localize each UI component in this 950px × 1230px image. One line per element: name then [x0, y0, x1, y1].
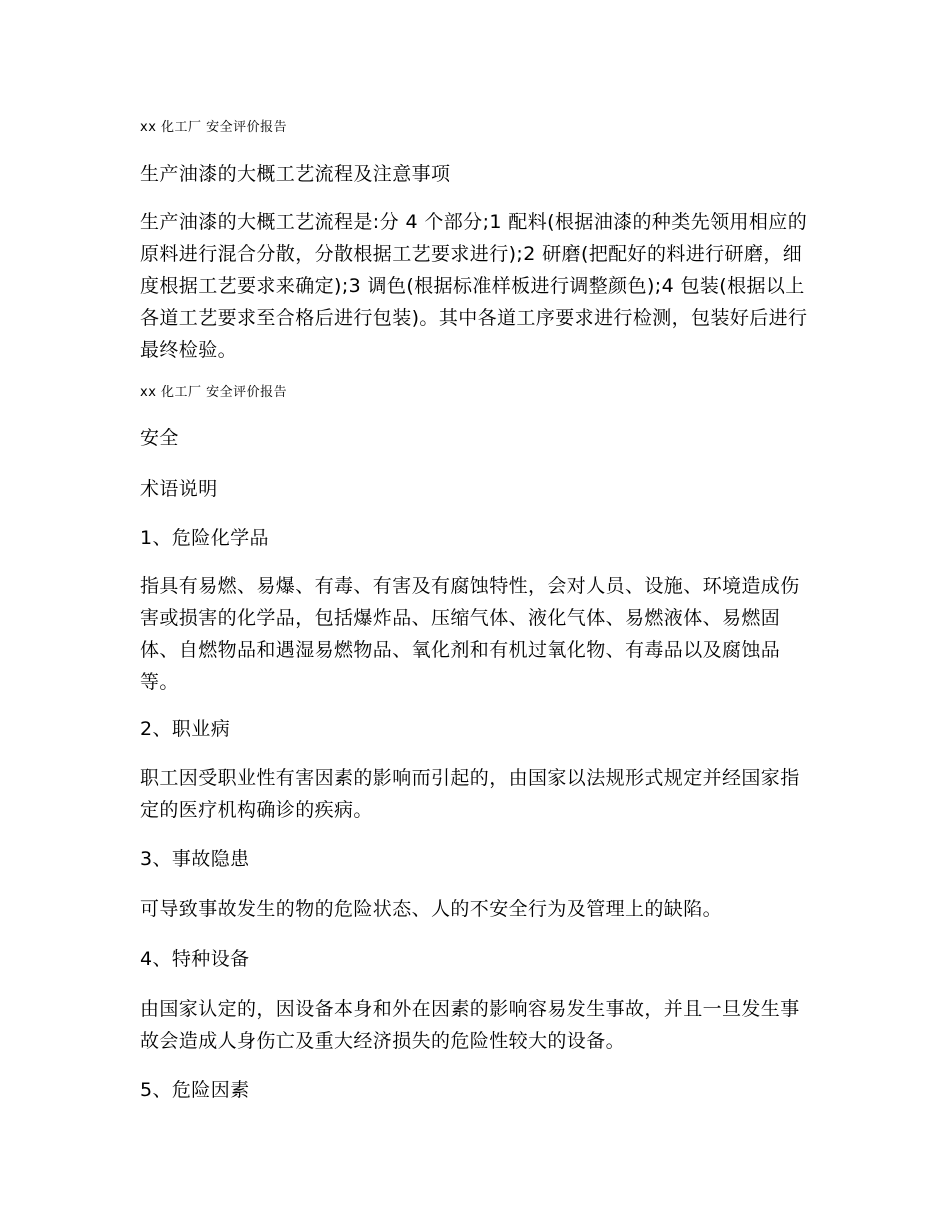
term-definition: 指具有易燃、易爆、有毒、有害及有腐蚀特性，会对人员、设施、环境造成伤害或损害的化学品，包括爆炸品、压缩气体、液化气体、易燃液体、易燃固体、自燃物品和遇湿易燃物品、氧化剂和有机过氧化物、有毒品以及腐蚀品等。	[140, 575, 800, 693]
terms-title: 术语说明	[140, 478, 218, 500]
term-heading: 2、职业病	[140, 718, 231, 740]
term-heading: 1、危险化学品	[140, 527, 269, 549]
term-definition: 由国家认定的，因设备本身和外在因素的影响容易发生事故，并且一旦发生事故会造成人身伤亡及重大经济损失的危险性较大的设备。	[140, 998, 800, 1052]
term-definition: 职工因受职业性有害因素的影响而引起的，由国家以法规形式规定并经国家指定的医疗机构确诊的疾病。	[140, 767, 800, 821]
term-heading: 5、危险因素	[140, 1079, 250, 1101]
term-heading: 3、事故隐患	[140, 848, 250, 870]
term-definition: 可导致事故发生的物的危险状态、人的不安全行为及管理上的缺陷。	[140, 898, 723, 920]
section-title: 安全	[140, 427, 179, 449]
page-header: xx 化工厂 安全评价报告	[140, 385, 288, 400]
process-paragraph: 生产油漆的大概工艺流程是:分 4 个部分;1 配料(根据油漆的种类先领用相应的原料进行混合分散，分散根据工艺要求进行);2 研磨(把配好的料进行研磨，细度根据工艺要求来确定);3 调色(根据标准样板进行调整颜色);4 包装(根据以上各道工艺要求至合格后进行包装)。其中各道工序要求进行检测，包装好后进行最终检验。	[140, 211, 808, 361]
document-title: 生产油漆的大概工艺流程及注意事项	[140, 163, 451, 185]
term-heading: 4、特种设备	[140, 948, 250, 970]
page-header: xx 化工厂 安全评价报告	[140, 120, 288, 135]
